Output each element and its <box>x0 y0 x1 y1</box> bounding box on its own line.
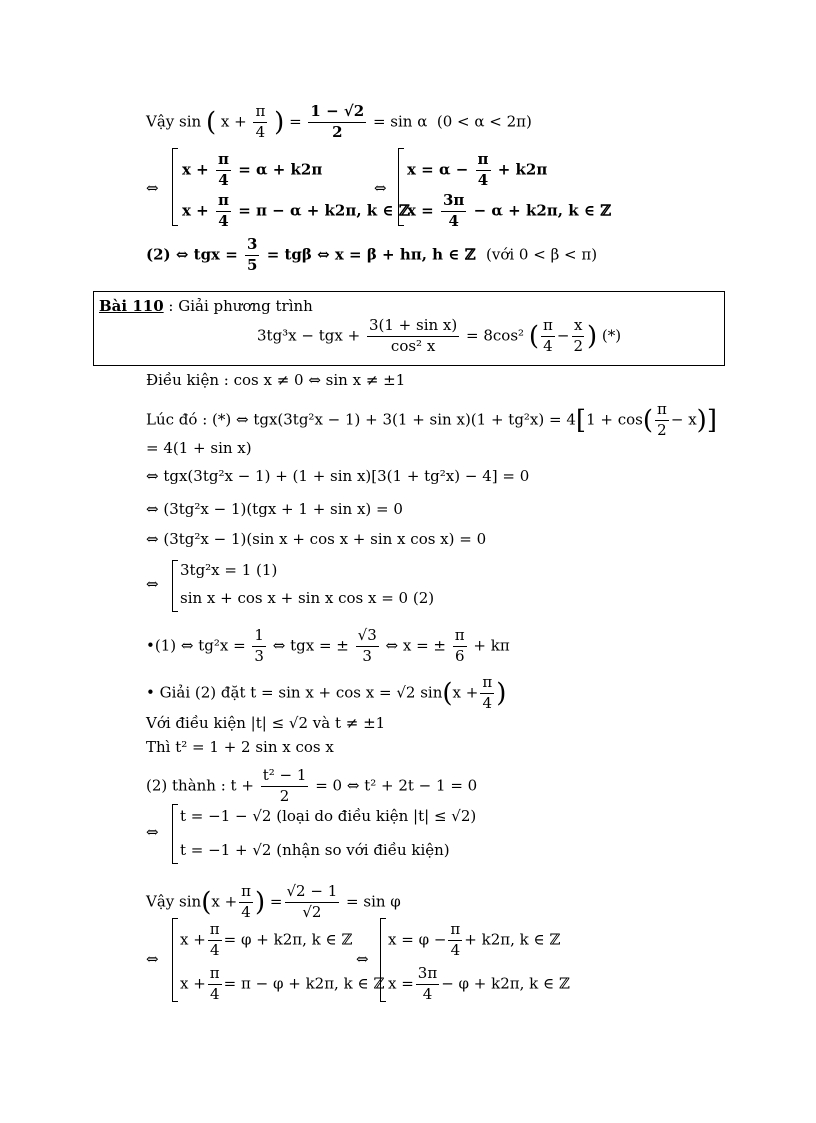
phi-row-1: x + $\frac{\pi}{4}$ = φ + k2π, k ∈ ℤ <box>180 920 353 959</box>
rhs-sin-alpha: = sin α <box>372 112 428 131</box>
sin-text: sin <box>179 112 202 131</box>
line-4-1-sinx: = 4(1 + sin x) <box>146 439 252 457</box>
iff-2: ⇔ <box>374 179 387 197</box>
system2-row2: x = $\frac{3\pi}{4}$ − α + k2π, k ∈ ℤ <box>407 191 612 230</box>
phi-row-4: x = $\frac{3\pi}{4}$ − φ + k2π, k ∈ ℤ <box>388 964 570 1003</box>
solve-case-1: •(1) ⇔ tg²x = $\frac{1}{3}$ ⇔ tgx = ± $\frac{√3}{3}$ ⇔ x = ± $\frac{\pi}{6}$ + kπ <box>146 626 510 665</box>
line-tgx: (2) ⇔ tgx = $\frac{3}{5}$ = tgβ ⇔ x = β + hπ, h ∈ ℤ (với 0 < β < π) <box>146 235 598 274</box>
problem-title <box>99 299 313 314</box>
system-bracket-1 <box>172 148 178 226</box>
line-factor-2: ⇔ (3tg²x − 1)(tgx + 1 + sin x) = 0 <box>146 500 403 518</box>
t-squared: Thì t² = 1 + 2 sin x cos x <box>146 738 334 756</box>
iff-5: ⇔ <box>146 950 159 968</box>
phi-row-2: x + $\frac{\pi}{4}$ = π − φ + k2π, k ∈ ℤ <box>180 964 385 1003</box>
line-sin-equation <box>146 104 532 141</box>
case-2: sin x + cos x + sin x cos x = 0 (2) <box>180 589 435 607</box>
system-bracket-5 <box>172 918 178 1002</box>
t-root-2: t = −1 + √2 (nhận so với điều kiện) <box>180 841 450 859</box>
fraction-pi-4: $\frac{\pi}{4}$ <box>255 102 266 141</box>
phi-row-3: x = φ − $\frac{\pi}{4}$ + k2π, k ∈ ℤ <box>388 920 561 959</box>
system-bracket-3 <box>172 560 178 612</box>
line-factor-1: ⇔ tgx(3tg²x − 1) + (1 + sin x)[3(1 + tg²x) − 4] = 0 <box>146 467 530 485</box>
iff-3: ⇔ <box>146 575 159 593</box>
paren-close: ) <box>274 107 285 138</box>
equation-in-t: (2) thành : t + $\frac{\text{t² − 1}}{2}$ = 0 ⇔ t² + 2t − 1 = 0 <box>146 766 478 805</box>
system1-row1: x + $\frac{\pi}{4}$ = α + k2π <box>182 150 323 189</box>
line-factor-3: ⇔ (3tg²x − 1)(sin x + cos x + sin x cos x) = 0 <box>146 530 487 548</box>
system-bracket-6 <box>380 918 386 1002</box>
vay-label: Vậy <box>146 112 175 131</box>
condition-line: Điều kiện : cos x ≠ 0 ⇔ sin x ≠ ±1 <box>146 371 406 389</box>
case-1: 3tg²x = 1 (1) <box>180 561 278 579</box>
solve-case-2: • Giải (2) đặt t = sin x + cos x = √2 sin(x + $\frac{\pi}{4}$ ) <box>146 673 507 712</box>
alpha-condition: (0 < α < 2π) <box>436 112 532 131</box>
vay-sin-phi: Vậy sin(x + $\frac{\pi}{4}$ ) = $\frac{√2 - 1}{√2}$ = sin φ <box>146 882 401 921</box>
iff-1: ⇔ <box>146 179 159 197</box>
luc-do-line: Lúc đó : (*) ⇔ tgx(3tg²x − 1) + 3(1 + sin x)(1 + tg²x) = 4[1 + cos( $\frac{\pi}{2}$ − x)] <box>146 400 717 439</box>
t-condition: Với điều kiện |t| ≤ √2 và t ≠ ±1 <box>146 714 386 732</box>
fraction-1-minus-sqrt2: $\frac{1 - √2}{2}$ <box>310 102 365 141</box>
paren-open: ( <box>205 107 217 138</box>
problem-instruction: : Giải phương trình <box>168 297 313 315</box>
iff-4: ⇔ <box>146 823 159 841</box>
t-root-1: t = −1 − √2 (loại do điều kiện |t| ≤ √2) <box>180 807 477 825</box>
problem-equation: 3tg³x − tgx + $\frac{\text{3(1 + sin x)}}{\text{cos² x}}$ = 8cos² ( $\frac{\pi}{4}$ − $\frac{x}{2}$ ) (*) <box>257 316 622 355</box>
equals: = <box>289 112 302 131</box>
system1-row2: x + $\frac{\pi}{4}$ = π − α + k2π, k ∈ ℤ <box>182 191 410 230</box>
system-bracket-2 <box>398 148 404 226</box>
x-plus: x + <box>220 112 247 131</box>
iff-6: ⇔ <box>356 950 369 968</box>
problem-number: Bài 110 <box>99 297 164 315</box>
system2-row1: x = α − $\frac{\pi}{4}$ + k2π <box>407 150 548 189</box>
system-bracket-4 <box>172 804 178 864</box>
